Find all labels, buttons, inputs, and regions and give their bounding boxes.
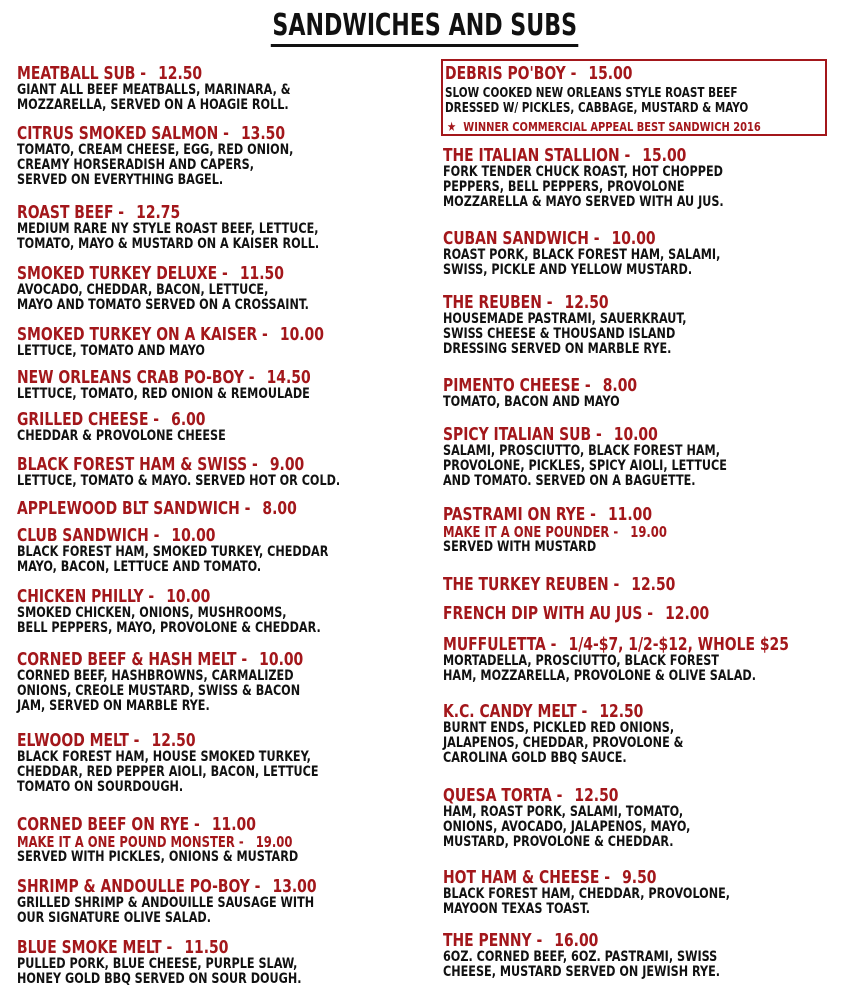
menu-item-name xyxy=(17,410,374,429)
menu-item-name xyxy=(17,815,374,834)
menu-item-title: ELWOOD MELT - xyxy=(17,730,140,751)
menu-item-title: CORNED BEEF ON RYE - xyxy=(17,814,200,835)
menu-item-description xyxy=(443,444,783,490)
menu-item-title: THE PENNY - xyxy=(443,930,543,951)
description-line: CHEDDAR & PROVOLONE CHEESE xyxy=(17,428,226,444)
menu-item-name xyxy=(17,526,374,545)
description-line: CAROLINA GOLD BBQ SAUCE. xyxy=(443,750,627,767)
menu-item-price: 16.00 xyxy=(554,930,599,951)
menu-item-name xyxy=(443,376,783,395)
menu-item-price: 10.00 xyxy=(171,525,216,546)
menu-item-title: SPICY ITALIAN SUB - xyxy=(443,424,602,445)
description-line: GRILLED SHRIMP & ANDOUILLE SAUSAGE WITH xyxy=(17,895,315,911)
description-line: CHEESE, MUSTARD SERVED ON JEWISH RYE. xyxy=(443,964,721,981)
menu-item-price: 1/4-$7, 1/2-$12, WHOLE $25 xyxy=(568,634,789,655)
menu-item-price: 11.50 xyxy=(239,263,284,284)
menu-item-name xyxy=(17,64,374,83)
menu-item-price: 11.00 xyxy=(607,504,653,525)
menu-item-name xyxy=(17,203,374,222)
menu-item-description xyxy=(443,248,783,278)
description-line: ROAST PORK, BLACK FOREST HAM, SALAMI, xyxy=(443,247,721,263)
description-line: TOMATO, BACON AND MAYO xyxy=(443,394,620,410)
description-line: TOMATO, CREAM CHEESE, EGG, RED ONION, xyxy=(17,142,294,158)
menu-item-price: 12.50 xyxy=(631,574,676,595)
description-line: BLACK FOREST HAM, SMOKED TURKEY, CHEDDAR xyxy=(17,544,329,560)
menu-item xyxy=(443,635,838,684)
menu-item-title: NEW ORLEANS CRAB PO-BOY - xyxy=(17,367,255,388)
description-line: PROVOLONE, PICKLES, SPICY AIOLI, LETTUCE xyxy=(443,458,727,475)
menu-item-description xyxy=(443,805,783,851)
menu-item-name xyxy=(443,146,783,165)
menu-item-price: 9.00 xyxy=(269,454,305,475)
description-line: LETTUCE, TOMATO, RED ONION & REMOULADE xyxy=(17,386,310,402)
menu-item-title: CLUB SANDWICH - xyxy=(17,525,160,546)
menu-item xyxy=(17,325,432,359)
description-line: SWISS, PICKLE AND YELLOW MUSTARD. xyxy=(443,262,693,279)
menu-item-description xyxy=(17,83,374,113)
menu-item-description xyxy=(17,222,374,252)
menu-item-description xyxy=(443,654,783,684)
menu-item-title: FRENCH DIP WITH AU JUS - xyxy=(443,603,654,624)
menu-item xyxy=(17,877,432,926)
menu-item xyxy=(443,376,838,410)
menu-item-name xyxy=(443,293,783,312)
description-line: MUSTARD, PROVOLONE & CHEDDAR. xyxy=(443,834,674,851)
menu-item-name xyxy=(17,938,374,957)
menu-item-name xyxy=(17,650,374,669)
menu-item-description xyxy=(443,312,783,358)
menu-item xyxy=(17,455,432,489)
menu-item-description xyxy=(443,165,783,211)
menu-item-upgrade xyxy=(443,524,783,540)
description-line: ONIONS, AVOCADO, JALAPENOS, MAYO, xyxy=(443,819,691,836)
menu-item xyxy=(443,931,838,980)
menu-item-title: PASTRAMI ON RYE - xyxy=(443,504,596,525)
description-line: BLACK FOREST HAM, CHEDDAR, PROVOLONE, xyxy=(443,886,731,902)
description-line: TOMATO, MAYO & MUSTARD ON A KAISER ROLL. xyxy=(17,236,320,253)
featured-item-box xyxy=(441,59,827,136)
menu-item xyxy=(443,575,838,594)
menu-item-price: 10.00 xyxy=(613,424,658,445)
menu-item-price: 9.50 xyxy=(622,867,657,888)
menu-item-title: QUESA TORTA - xyxy=(443,785,563,806)
description-line: MOZZARELLA & MAYO SERVED WITH AU JUS. xyxy=(443,194,724,211)
menu-item-price: 10.00 xyxy=(279,324,324,345)
award-badge: ★ WINNER COMMERCIAL APPEAL BEST SANDWICH 2016 xyxy=(447,119,761,135)
menu-item-name xyxy=(443,575,783,594)
menu-item-title: THE ITALIAN STALLION - xyxy=(443,145,631,166)
menu-item-price: 12.50 xyxy=(158,63,203,84)
menu-item-price: 11.00 xyxy=(211,814,256,835)
menu-item-price: 13.50 xyxy=(240,123,286,144)
description-line: PULLED PORK, BLUE CHEESE, PURPLE SLAW, xyxy=(17,956,298,972)
description-line: HONEY GOLD BBQ SERVED ON SOUR DOUGH. xyxy=(17,971,302,988)
menu-item-price: 12.50 xyxy=(151,730,196,751)
menu-item xyxy=(443,146,838,211)
menu-item-price: 13.00 xyxy=(272,876,317,897)
description-line: MAYOON TEXAS TOAST. xyxy=(443,901,590,918)
menu-item-price: 12.50 xyxy=(599,701,644,722)
menu-item-title: THE TURKEY REUBEN - xyxy=(443,574,620,595)
featured-item-description: SLOW COOKED NEW ORLEANS STYLE ROAST BEEF DRESSED W/ PICKLES, CABBAGE, MUSTARD & MAYO xyxy=(445,85,749,116)
description-line: MOZZARELLA, SERVED ON A HOAGIE ROLL. xyxy=(17,97,289,114)
menu-item-name xyxy=(443,634,789,655)
description-line: MAYO AND TOMATO SERVED ON A CROSSAINT. xyxy=(17,297,309,314)
description-line: HAM, MOZZARELLA, PROVOLONE & OLIVE SALAD. xyxy=(443,668,756,685)
menu-item-title: MEATBALL SUB - xyxy=(17,63,147,84)
menu-item-price: 8.00 xyxy=(602,375,638,396)
description-line: CREAMY HORSERADISH AND CAPERS, xyxy=(17,157,254,174)
description-line: SERVED WITH MUSTARD xyxy=(443,539,597,555)
menu-item-title: CHICKEN PHILLY - xyxy=(17,586,155,607)
description-line: TOMATO ON SOURDOUGH. xyxy=(17,779,184,796)
description-line: GIANT ALL BEEF MEATBALLS, MARINARA, & xyxy=(17,82,291,98)
menu-item-title: CITRUS SMOKED SALMON - xyxy=(17,123,229,144)
menu-item-name xyxy=(443,786,783,805)
menu-item xyxy=(443,505,838,555)
menu-item-name xyxy=(443,702,783,721)
menu-item-price: 12.00 xyxy=(665,603,710,624)
menu-item-name xyxy=(17,124,374,143)
menu-item-name xyxy=(17,368,374,387)
menu-item xyxy=(17,410,432,444)
description-line: SERVED WITH PICKLES, ONIONS & MUSTARD xyxy=(17,849,299,865)
menu-item-title: PIMENTO CHEESE - xyxy=(443,375,591,396)
menu-item-title: APPLEWOOD BLT SANDWICH - xyxy=(17,498,251,519)
menu-item-description xyxy=(17,750,374,796)
description-line: 6OZ. CORNED BEEF, 6OZ. PASTRAMI, SWISS xyxy=(443,949,718,965)
menu-item-description xyxy=(17,387,374,402)
description-line: CHEDDAR, RED PEPPER AIOLI, BACON, LETTUCE xyxy=(17,764,319,781)
menu-item-price: 6.00 xyxy=(171,409,206,430)
description-line: FORK TENDER CHUCK ROAST, HOT CHOPPED xyxy=(443,164,723,180)
menu-item-title: THE REUBEN - xyxy=(443,292,553,313)
menu-item-price: 10.00 xyxy=(611,228,656,249)
menu-item xyxy=(17,815,432,865)
menu-item-name xyxy=(443,425,783,444)
menu-item-title: CUBAN SANDWICH - xyxy=(443,228,600,249)
description-line: JAM, SERVED ON MARBLE RYE. xyxy=(17,698,210,715)
menu-item xyxy=(443,868,838,917)
menu-item-description xyxy=(443,395,783,410)
menu-item xyxy=(443,702,838,767)
menu-item-title: HOT HAM & CHEESE - xyxy=(443,867,611,888)
description-line: SWISS CHEESE & THOUSAND ISLAND xyxy=(443,326,676,343)
menu-item-name xyxy=(17,499,374,518)
description-line: LETTUCE, TOMATO & MAYO. SERVED HOT OR COLD. xyxy=(17,473,341,489)
featured-item-price: 15.00 xyxy=(588,63,633,84)
description-line: PEPPERS, BELL PEPPERS, PROVOLONE xyxy=(443,179,685,196)
menu-item-description xyxy=(17,545,374,575)
menu-item xyxy=(17,731,432,796)
menu-item-description xyxy=(17,143,374,189)
description-line: SALAMI, PROSCIUTTO, BLACK FOREST HAM, xyxy=(443,443,720,459)
description-line: JALAPENOS, CHEDDAR, PROVOLONE & xyxy=(443,735,684,752)
upgrade-label: MAKE IT A ONE POUNDER - xyxy=(443,523,619,541)
description-line: MAYO, BACON, LETTUCE AND TOMATO. xyxy=(17,559,262,576)
description-line: HOUSEMADE PASTRAMI, SAUERKRAUT, xyxy=(443,311,687,327)
menu-item xyxy=(17,203,432,252)
menu-item-name xyxy=(17,877,374,896)
menu-item-title: ROAST BEEF - xyxy=(17,202,125,223)
menu-item-name xyxy=(17,264,374,283)
menu-item xyxy=(17,264,432,313)
menu-item-description xyxy=(17,850,374,865)
menu-item-name xyxy=(443,868,783,887)
description-line: AVOCADO, CHEDDAR, BACON, LETTUCE, xyxy=(17,282,269,298)
menu-item-name xyxy=(17,325,374,344)
menu-item-description xyxy=(17,896,374,926)
description-line: SERVED ON EVERYTHING BAGEL. xyxy=(17,172,224,189)
menu-item-description xyxy=(17,474,374,489)
upgrade-price: 19.00 xyxy=(255,833,293,851)
upgrade-price: 19.00 xyxy=(630,523,667,541)
menu-item-price: 15.00 xyxy=(642,145,687,166)
menu-item-description xyxy=(443,721,783,767)
description-line: LETTUCE, TOMATO AND MAYO xyxy=(17,343,205,359)
featured-item-name: DEBRIS PO'BOY - 15.00 xyxy=(445,63,633,84)
description-line: SMOKED CHICKEN, ONIONS, MUSHROOMS, xyxy=(17,605,287,621)
menu-item-price: 12.50 xyxy=(564,292,609,313)
menu-item-title: K.C. CANDY MELT - xyxy=(443,701,588,722)
menu-item-description xyxy=(17,957,374,987)
menu-item-description xyxy=(443,540,783,555)
menu-item xyxy=(17,938,432,987)
menu-item-title: BLUE SMOKE MELT - xyxy=(17,937,173,958)
menu-item xyxy=(443,786,838,851)
menu-item-price: 12.75 xyxy=(136,202,181,223)
menu-item-description xyxy=(17,606,374,636)
menu-item-upgrade xyxy=(17,834,374,850)
menu-item-name xyxy=(17,587,374,606)
menu-item-price: 12.50 xyxy=(574,785,619,806)
menu-item xyxy=(443,293,838,358)
description-line: BELL PEPPERS, MAYO, PROVOLONE & CHEDDAR. xyxy=(17,620,321,637)
menu-item-title: BLACK FOREST HAM & SWISS - xyxy=(17,454,258,475)
menu-item-description xyxy=(17,344,374,359)
menu-item xyxy=(17,499,432,518)
menu-item-price: 10.00 xyxy=(166,586,211,607)
description-line: BLACK FOREST HAM, HOUSE SMOKED TURKEY, xyxy=(17,749,311,765)
menu-item-title: GRILLED CHEESE - xyxy=(17,409,160,430)
star-icon: ★ xyxy=(447,120,457,135)
menu-item-name xyxy=(17,731,374,750)
description-line: AND TOMATO. SERVED ON A BAGUETTE. xyxy=(443,473,696,490)
description-line: CORNED BEEF, HASHBROWNS, CARMALIZED xyxy=(17,668,294,684)
menu-item-price: 11.50 xyxy=(184,937,229,958)
menu-item-title: SMOKED TURKEY DELUXE - xyxy=(17,263,228,284)
menu-item-title: MUFFULETTA - xyxy=(443,634,557,655)
menu-item xyxy=(443,229,838,278)
menu-item-price: 8.00 xyxy=(262,498,297,519)
menu-item-description xyxy=(17,283,374,313)
description-line: BURNT ENDS, PICKLED RED ONIONS, xyxy=(443,720,675,736)
menu-item-title: CORNED BEEF & HASH MELT - xyxy=(17,649,248,670)
upgrade-label: MAKE IT A ONE POUND MONSTER - xyxy=(17,833,244,851)
menu-item xyxy=(17,587,432,636)
menu-item xyxy=(17,650,432,715)
menu-item-name xyxy=(443,931,783,950)
menu-item xyxy=(17,124,432,189)
menu-item-description xyxy=(17,429,374,444)
menu-item-title: SHRIMP & ANDOULLE PO-BOY - xyxy=(17,876,261,897)
menu-item-description xyxy=(443,950,783,980)
description-line: HAM, ROAST PORK, SALAMI, TOMATO, xyxy=(443,804,684,820)
menu-item xyxy=(17,368,432,402)
description-line: MEDIUM RARE NY STYLE ROAST BEEF, LETTUCE, xyxy=(17,221,319,237)
menu-item-price: 14.50 xyxy=(266,367,311,388)
menu-item xyxy=(443,425,838,490)
menu-item xyxy=(17,526,432,575)
description-line: OUR SIGNATURE OLIVE SALAD. xyxy=(17,910,212,927)
description-line: MORTADELLA, PROSCIUTTO, BLACK FOREST xyxy=(443,653,719,669)
menu-item-name xyxy=(443,229,783,248)
menu-item-description xyxy=(443,887,783,917)
page-title: SANDWICHES AND SUBS xyxy=(0,8,850,47)
description-line: DRESSING SERVED ON MARBLE RYE. xyxy=(443,341,672,358)
menu-item-title: SMOKED TURKEY ON A KAISER - xyxy=(17,324,268,345)
menu-item-description xyxy=(17,669,374,715)
menu-item-name xyxy=(443,505,783,524)
menu-item xyxy=(443,604,838,623)
menu-item-name xyxy=(17,455,374,474)
description-line: ONIONS, CREOLE MUSTARD, SWISS & BACON xyxy=(17,683,301,700)
menu-item-name xyxy=(443,604,783,623)
menu-item xyxy=(17,64,432,113)
menu-item-price: 10.00 xyxy=(259,649,304,670)
